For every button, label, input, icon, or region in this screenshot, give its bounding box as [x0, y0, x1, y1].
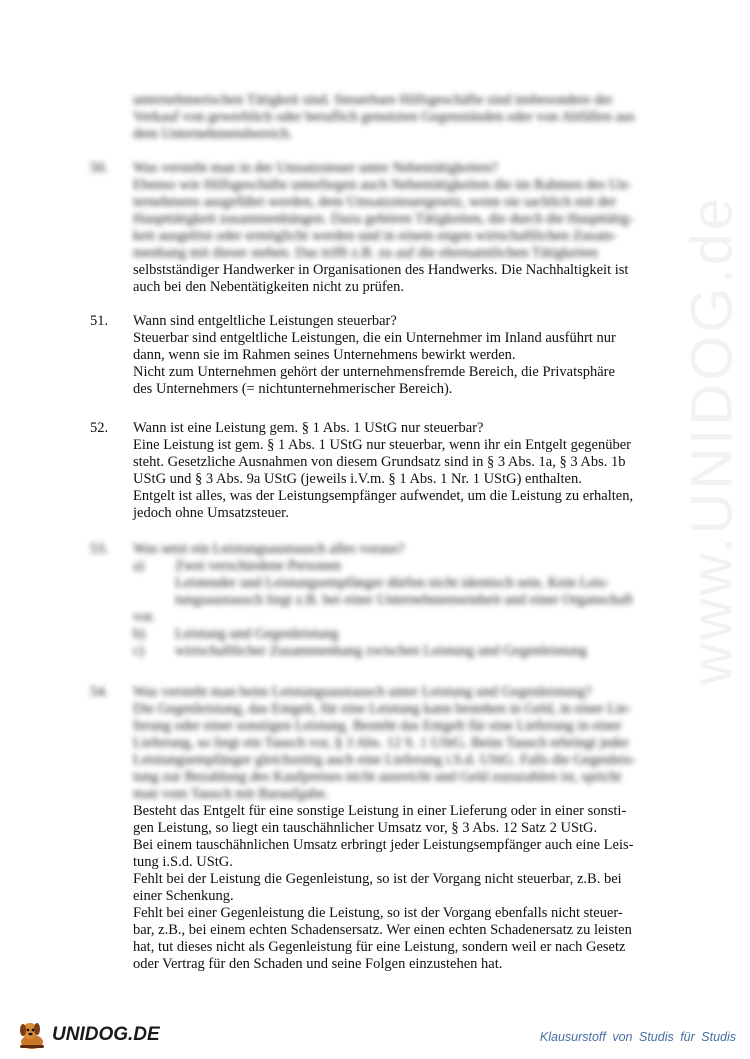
- question-52: [90, 420, 670, 522]
- sub-label: c): [133, 643, 145, 659]
- sub-label: b): [133, 626, 146, 642]
- sub-text: Zwei verschiedene Personen: [175, 558, 341, 574]
- text-line: tung zur Bezahlung des Kaufpreises nicht ausreicht und Geld zuzuzahlen ist, spricht: [133, 769, 622, 785]
- text-line: des Unternehmers (= nichtunternehmerischer Bereich).: [133, 381, 453, 397]
- text-line: Steuerbar sind entgeltliche Leistungen, die ein Unternehmer im Inland ausführt nur: [133, 330, 616, 346]
- text-line: jedoch ohne Umsatzsteuer.: [133, 505, 289, 521]
- text-line: oder Vertrag für den Schaden und seine Folgen einzustehen hat.: [133, 956, 503, 972]
- text-line: Was versteht man in der Umsatzsteuer unter Nebentätigkeiten?: [133, 160, 498, 176]
- text-line: UStG und § 3 Abs. 9a UStG (jeweils i.V.m. § 1 Abs. 1 Nr. 1 UStG) enthalten.: [133, 471, 582, 487]
- text-line: Leistender und Leistungsempfänger dürfen nicht identisch sein. Kein Leis-: [175, 575, 610, 591]
- text-line: Was versteht man beim Leistungsaustausch unter Leistung und Gegenleistung?: [133, 684, 592, 700]
- question-number: 53.: [90, 541, 109, 557]
- question-54: [90, 684, 670, 973]
- text-line: menhang mit dieser stehen. Das trifft z.B. zu auf die ehrenamtlichen Tätigkeiten: [133, 245, 598, 261]
- text-line: tung i.S.d. UStG.: [133, 854, 233, 870]
- logo-text: UNIDOG.DE: [52, 1024, 160, 1045]
- question-title: Wann ist eine Leistung gem. § 1 Abs. 1 UStG nur steuerbar?: [133, 420, 484, 436]
- question-number: 50.: [90, 160, 109, 176]
- text-line: selbstständiger Handwerker in Organisationen des Handwerks. Die Nachhaltigkeit ist: [133, 262, 629, 278]
- sub-item-c: [133, 643, 670, 660]
- intro-paragraph: [90, 92, 670, 143]
- text-line: Leistungsempfänger gleichzeitig auch eine Lieferung i.S.d. UStG. Falls die Gegenleis-: [133, 752, 636, 768]
- text-line: Fehlt bei einer Gegenleistung die Leistung, so ist der Vorgang ebenfalls nicht steuer-: [133, 905, 623, 921]
- text-line: Bei einem tauschähnlichen Umsatz erbringt jeder Leistungsempfänger auch eine Leis-: [133, 837, 634, 853]
- text-line: Verkauf von gewerblich oder beruflich genutzten Gegenständen oder von Abfällen aus: [133, 109, 635, 125]
- blurred-text: [133, 160, 670, 262]
- question-number: 54.: [90, 684, 109, 700]
- unidog-logo[interactable]: [16, 1018, 160, 1052]
- text-line: dann, wenn sie im Rahmen seines Unternehmens bewirkt werden.: [133, 347, 516, 363]
- text-line: Die Gegenleistung, das Entgelt, für eine Leistung kann bestehen in Geld, in einer Lie-: [133, 701, 632, 717]
- sub-item-a: [133, 558, 670, 575]
- text-line: hat, tut dieses nicht als Gegenleistung für eine Leistung, sondern weil er nach Gesetz: [133, 939, 626, 955]
- sub-text: Leistung und Gegenleistung: [175, 626, 339, 642]
- watermark: www.UNIDOG.de: [679, 194, 745, 686]
- question-number: 52.: [90, 420, 109, 436]
- text-line: gen Leistung, so liegt ein tauschähnlicher Umsatz vor, § 3 Abs. 12 Satz 2 UStG.: [133, 820, 598, 836]
- text-line: Lieferung, so liegt ein Tausch vor, § 3 Abs. 12 S. 1 UStG. Beim Tausch erbringt jeder: [133, 735, 629, 751]
- blurred-text: [133, 684, 670, 803]
- question-title: Wann sind entgeltliche Leistungen steuerbar?: [133, 313, 397, 329]
- sub-text: wirtschaftlicher Zusammenhang zwischen Leistung und Gegenleistung: [175, 643, 587, 659]
- text-line: ternehmens ausgeführt werden, dem Umsatzsteuergesetz, wenn sie sachlich mit der: [133, 194, 617, 210]
- text-line: steht. Gesetzliche Ausnahmen von diesem Grundsatz sind in § 3 Abs. 1a, § 3 Abs. 1b: [133, 454, 626, 470]
- text-line: auch bei den Nebentätigkeiten nicht zu prüfen.: [133, 279, 404, 295]
- sub-item-a-detail: [175, 575, 670, 609]
- text-line: bar, z.B., bei einem echten Schadensersatz. Wer einen echten Schadenersatz zu leisten: [133, 922, 632, 938]
- text-line: keit ausgelöst oder ermöglicht werden und in einem engen wirtschaftlichen Zusam-: [133, 228, 617, 244]
- text-line: Besteht das Entgelt für eine sonstige Leistung in einer Lieferung oder in einer sonsti-: [133, 803, 627, 819]
- text-line: man vom Tausch mit Baraufgabe.: [133, 786, 329, 802]
- text-line: Entgelt ist alles, was der Leistungsempfänger aufwendet, um die Leistung zu erhalten,: [133, 488, 634, 504]
- sub-label: a): [133, 558, 145, 574]
- text-line: unternehmerischen Tätigkeit sind. Steuerbare Hilfsgeschäfte sind insbesondere der: [133, 92, 613, 108]
- footer-tagline: Klausurstoff von Studis für Studis: [539, 1030, 736, 1044]
- text-line: tungsaustausch liegt z.B. bei einer Unternehmenseinheit und einer Organschaft: [175, 592, 633, 608]
- question-number: 51.: [90, 313, 109, 329]
- question-title: Was setzt ein Leistungsaustausch alles voraus?: [133, 541, 405, 557]
- question-51: [90, 313, 670, 398]
- text-line: Nicht zum Unternehmen gehört der unternehmensfremde Bereich, die Privatsphäre: [133, 364, 615, 380]
- text-line: Eine Leistung ist gem. § 1 Abs. 1 UStG nur steuerbar, wenn ihr ein Entgelt gegenüber: [133, 437, 631, 453]
- text-line: ferung oder einer sonstigen Leistung. Besteht das Entgelt für eine Lieferung in einer: [133, 718, 622, 734]
- sub-item-b: [133, 626, 670, 643]
- text-line: dem Unternehmensbereich.: [133, 126, 293, 142]
- question-50: [90, 160, 670, 296]
- text-line: Fehlt bei der Leistung die Gegenleistung, so ist der Vorgang nicht steuerbar, z.B. bei: [133, 871, 622, 887]
- question-53: [90, 541, 670, 660]
- text-line: Haupttätigkeit zusammenhängen. Dazu gehören Tätigkeiten, die durch die Haupttätig-: [133, 211, 634, 227]
- dog-icon: [16, 1018, 50, 1052]
- text-line: Ebenso wie Hilfsgeschäfte unterliegen auch Nebentätigkeiten die im Rahmen des Un-: [133, 177, 632, 193]
- text-line: vor.: [133, 609, 156, 625]
- text-line: einer Schenkung.: [133, 888, 234, 904]
